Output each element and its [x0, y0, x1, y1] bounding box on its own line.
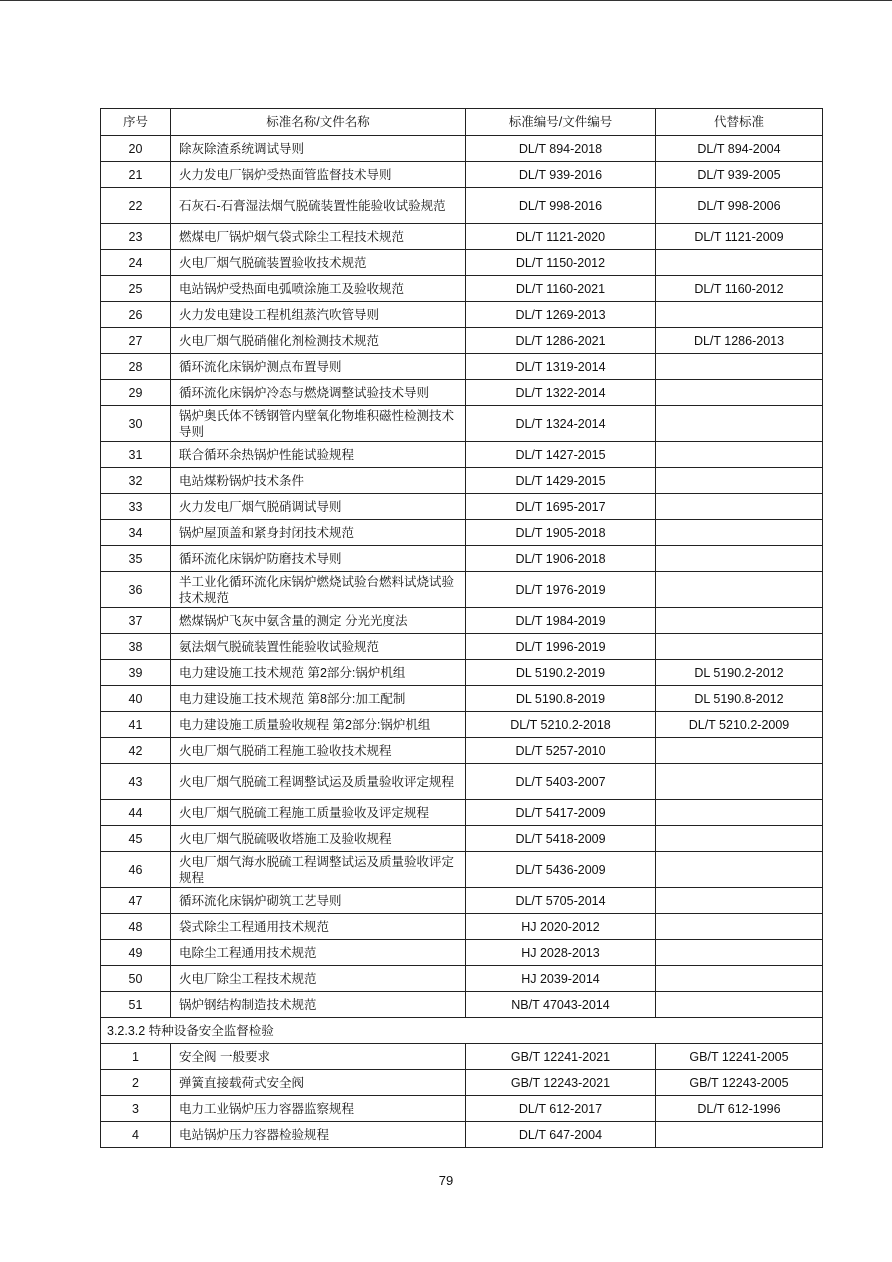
- cell-index: 27: [101, 328, 171, 354]
- cell-index: 44: [101, 800, 171, 826]
- cell-name: 火力发电建设工程机组蒸汽吹管导则: [171, 302, 466, 328]
- cell-code: DL/T 1121-2020: [466, 224, 656, 250]
- cell-name: 电站锅炉压力容器检验规程: [171, 1122, 466, 1148]
- cell-name: 火电厂烟气脱硫工程调整试运及质量验收评定规程: [171, 764, 466, 800]
- cell-name: 石灰石-石膏湿法烟气脱硫装置性能验收试验规范: [171, 188, 466, 224]
- cell-name: 火电厂除尘工程技术规范: [171, 966, 466, 992]
- table-row: [101, 224, 823, 250]
- cell-index: 20: [101, 136, 171, 162]
- table-row: [101, 1070, 823, 1096]
- cell-name: 火力发电厂锅炉受热面管监督技术导则: [171, 162, 466, 188]
- cell-index: 42: [101, 738, 171, 764]
- cell-replaces: [656, 888, 823, 914]
- cell-replaces: [656, 546, 823, 572]
- cell-name: 袋式除尘工程通用技术规范: [171, 914, 466, 940]
- cell-name: 半工业化循环流化床锅炉燃烧试验台燃料试烧试验技术规范: [171, 572, 466, 608]
- cell-index: 41: [101, 712, 171, 738]
- cell-name: 锅炉钢结构制造技术规范: [171, 992, 466, 1018]
- top-border-line: [0, 0, 892, 1]
- cell-code: DL/T 1976-2019: [466, 572, 656, 608]
- cell-index: 2: [101, 1070, 171, 1096]
- cell-replaces: [656, 914, 823, 940]
- cell-replaces: [656, 442, 823, 468]
- standards-table: [100, 108, 823, 1148]
- table-row: [101, 328, 823, 354]
- cell-code: DL/T 1160-2021: [466, 276, 656, 302]
- cell-name: 火电厂烟气脱硫装置验收技术规范: [171, 250, 466, 276]
- cell-name: 锅炉奥氏体不锈钢管内壁氧化物堆积磁性检测技术导则: [171, 406, 466, 442]
- header-name: 标准名称/文件名称: [171, 109, 466, 136]
- cell-replaces: [656, 800, 823, 826]
- cell-name: 电站锅炉受热面电弧喷涂施工及验收规范: [171, 276, 466, 302]
- table-row: [101, 940, 823, 966]
- table-row: [101, 826, 823, 852]
- cell-replaces: DL/T 1286-2013: [656, 328, 823, 354]
- cell-code: HJ 2028-2013: [466, 940, 656, 966]
- cell-name: 联合循环余热锅炉性能试验规程: [171, 442, 466, 468]
- cell-replaces: DL/T 1121-2009: [656, 224, 823, 250]
- cell-code: DL/T 1319-2014: [466, 354, 656, 380]
- cell-code: DL/T 998-2016: [466, 188, 656, 224]
- section-row: [101, 1018, 823, 1044]
- cell-replaces: [656, 764, 823, 800]
- page-number: 79: [438, 1173, 454, 1188]
- cell-name: 循环流化床锅炉砌筑工艺导则: [171, 888, 466, 914]
- cell-index: 33: [101, 494, 171, 520]
- table-row: [101, 1122, 823, 1148]
- cell-code: HJ 2020-2012: [466, 914, 656, 940]
- cell-name: 电力建设施工技术规范 第2部分:锅炉机组: [171, 660, 466, 686]
- cell-name: 锅炉屋顶盖和紧身封闭技术规范: [171, 520, 466, 546]
- cell-name: 电力建设施工技术规范 第8部分:加工配制: [171, 686, 466, 712]
- cell-code: DL/T 1996-2019: [466, 634, 656, 660]
- cell-index: 21: [101, 162, 171, 188]
- cell-code: DL/T 1324-2014: [466, 406, 656, 442]
- cell-code: DL/T 1150-2012: [466, 250, 656, 276]
- table-row: [101, 914, 823, 940]
- table-row: [101, 608, 823, 634]
- table-row: [101, 888, 823, 914]
- table-header-row: [101, 109, 823, 136]
- cell-index: 40: [101, 686, 171, 712]
- header-index: 序号: [101, 109, 171, 136]
- cell-index: 1: [101, 1044, 171, 1070]
- table-row: [101, 520, 823, 546]
- cell-replaces: GB/T 12241-2005: [656, 1044, 823, 1070]
- table-row: [101, 686, 823, 712]
- cell-name: 火电厂烟气脱硝催化剂检测技术规范: [171, 328, 466, 354]
- table-row: [101, 276, 823, 302]
- cell-name: 电除尘工程通用技术规范: [171, 940, 466, 966]
- cell-index: 23: [101, 224, 171, 250]
- cell-index: 30: [101, 406, 171, 442]
- cell-replaces: [656, 494, 823, 520]
- cell-replaces: [656, 250, 823, 276]
- table-row: [101, 162, 823, 188]
- cell-name: 火电厂烟气脱硫工程施工质量验收及评定规程: [171, 800, 466, 826]
- cell-replaces: [656, 354, 823, 380]
- cell-replaces: DL/T 998-2006: [656, 188, 823, 224]
- table-row: [101, 302, 823, 328]
- table-row: [101, 546, 823, 572]
- cell-name: 循环流化床锅炉冷态与燃烧调整试验技术导则: [171, 380, 466, 406]
- cell-name: 电力工业锅炉压力容器监察规程: [171, 1096, 466, 1122]
- cell-name: 氨法烟气脱硫装置性能验收试验规范: [171, 634, 466, 660]
- cell-index: 25: [101, 276, 171, 302]
- cell-code: DL/T 939-2016: [466, 162, 656, 188]
- cell-name: 燃煤锅炉飞灰中氨含量的测定 分光光度法: [171, 608, 466, 634]
- table-row: [101, 250, 823, 276]
- cell-index: 48: [101, 914, 171, 940]
- cell-index: 28: [101, 354, 171, 380]
- cell-index: 24: [101, 250, 171, 276]
- table-row: [101, 380, 823, 406]
- cell-code: NB/T 47043-2014: [466, 992, 656, 1018]
- table-row: [101, 442, 823, 468]
- table-row: [101, 852, 823, 888]
- cell-index: 26: [101, 302, 171, 328]
- table-row: [101, 800, 823, 826]
- cell-index: 36: [101, 572, 171, 608]
- cell-name: 循环流化床锅炉防磨技术导则: [171, 546, 466, 572]
- cell-index: 47: [101, 888, 171, 914]
- cell-name: 火力发电厂烟气脱硝调试导则: [171, 494, 466, 520]
- table-row: [101, 1096, 823, 1122]
- cell-code: DL/T 5257-2010: [466, 738, 656, 764]
- cell-code: DL/T 5417-2009: [466, 800, 656, 826]
- cell-name: 循环流化床锅炉测点布置导则: [171, 354, 466, 380]
- table-row: [101, 738, 823, 764]
- table-row: [101, 188, 823, 224]
- cell-index: 22: [101, 188, 171, 224]
- cell-name: 火电厂烟气海水脱硫工程调整试运及质量验收评定规程: [171, 852, 466, 888]
- cell-index: 43: [101, 764, 171, 800]
- cell-name: 燃煤电厂锅炉烟气袋式除尘工程技术规范: [171, 224, 466, 250]
- cell-index: 38: [101, 634, 171, 660]
- header-replaces: 代替标准: [656, 109, 823, 136]
- cell-code: DL/T 1286-2021: [466, 328, 656, 354]
- table-row: [101, 764, 823, 800]
- cell-replaces: [656, 940, 823, 966]
- cell-code: DL 5190.8-2019: [466, 686, 656, 712]
- cell-code: DL/T 5436-2009: [466, 852, 656, 888]
- cell-code: DL 5190.2-2019: [466, 660, 656, 686]
- cell-code: DL/T 1984-2019: [466, 608, 656, 634]
- cell-code: HJ 2039-2014: [466, 966, 656, 992]
- cell-replaces: [656, 634, 823, 660]
- table-row: [101, 406, 823, 442]
- cell-index: 37: [101, 608, 171, 634]
- cell-code: DL/T 5210.2-2018: [466, 712, 656, 738]
- cell-name: 安全阀 一般要求: [171, 1044, 466, 1070]
- cell-code: GB/T 12241-2021: [466, 1044, 656, 1070]
- cell-code: DL/T 1269-2013: [466, 302, 656, 328]
- cell-code: DL/T 5418-2009: [466, 826, 656, 852]
- table-row: [101, 136, 823, 162]
- header-code: 标准编号/文件编号: [466, 109, 656, 136]
- cell-index: 39: [101, 660, 171, 686]
- cell-replaces: [656, 852, 823, 888]
- cell-code: GB/T 12243-2021: [466, 1070, 656, 1096]
- cell-code: DL/T 647-2004: [466, 1122, 656, 1148]
- cell-index: 32: [101, 468, 171, 494]
- cell-code: DL/T 1322-2014: [466, 380, 656, 406]
- table-row: [101, 468, 823, 494]
- cell-index: 34: [101, 520, 171, 546]
- cell-index: 3: [101, 1096, 171, 1122]
- cell-replaces: DL/T 939-2005: [656, 162, 823, 188]
- cell-code: DL/T 1427-2015: [466, 442, 656, 468]
- cell-replaces: DL 5190.2-2012: [656, 660, 823, 686]
- cell-code: DL/T 5705-2014: [466, 888, 656, 914]
- table-row: [101, 634, 823, 660]
- cell-index: 29: [101, 380, 171, 406]
- cell-replaces: [656, 608, 823, 634]
- cell-replaces: [656, 738, 823, 764]
- cell-code: DL/T 1905-2018: [466, 520, 656, 546]
- cell-name: 电站煤粉锅炉技术条件: [171, 468, 466, 494]
- table-row: [101, 572, 823, 608]
- cell-name: 电力建设施工质量验收规程 第2部分:锅炉机组: [171, 712, 466, 738]
- cell-code: DL/T 1695-2017: [466, 494, 656, 520]
- cell-code: DL/T 5403-2007: [466, 764, 656, 800]
- cell-index: 51: [101, 992, 171, 1018]
- cell-index: 50: [101, 966, 171, 992]
- cell-replaces: DL/T 5210.2-2009: [656, 712, 823, 738]
- table-row: [101, 992, 823, 1018]
- table-row: [101, 494, 823, 520]
- cell-replaces: [656, 380, 823, 406]
- cell-name: 火电厂烟气脱硫吸收塔施工及验收规程: [171, 826, 466, 852]
- cell-index: 45: [101, 826, 171, 852]
- cell-replaces: DL/T 894-2004: [656, 136, 823, 162]
- cell-replaces: [656, 1122, 823, 1148]
- cell-replaces: [656, 572, 823, 608]
- cell-replaces: [656, 966, 823, 992]
- cell-replaces: [656, 992, 823, 1018]
- cell-replaces: [656, 468, 823, 494]
- table-row: [101, 712, 823, 738]
- cell-index: 4: [101, 1122, 171, 1148]
- cell-replaces: DL/T 1160-2012: [656, 276, 823, 302]
- cell-code: DL/T 612-2017: [466, 1096, 656, 1122]
- cell-replaces: [656, 826, 823, 852]
- cell-index: 35: [101, 546, 171, 572]
- cell-replaces: DL 5190.8-2012: [656, 686, 823, 712]
- cell-index: 46: [101, 852, 171, 888]
- cell-replaces: GB/T 12243-2005: [656, 1070, 823, 1096]
- cell-replaces: DL/T 612-1996: [656, 1096, 823, 1122]
- cell-replaces: [656, 406, 823, 442]
- cell-replaces: [656, 520, 823, 546]
- cell-replaces: [656, 302, 823, 328]
- cell-name: 火电厂烟气脱硝工程施工验收技术规程: [171, 738, 466, 764]
- cell-code: DL/T 1429-2015: [466, 468, 656, 494]
- cell-name: 除灰除渣系统调试导则: [171, 136, 466, 162]
- table-row: [101, 354, 823, 380]
- table-row: [101, 660, 823, 686]
- cell-index: 49: [101, 940, 171, 966]
- cell-name: 弹簧直接载荷式安全阀: [171, 1070, 466, 1096]
- cell-code: DL/T 894-2018: [466, 136, 656, 162]
- cell-index: 31: [101, 442, 171, 468]
- table-row: [101, 966, 823, 992]
- section-title: 3.2.3.2 特种设备安全监督检验: [101, 1018, 823, 1044]
- table-row: [101, 1044, 823, 1070]
- cell-code: DL/T 1906-2018: [466, 546, 656, 572]
